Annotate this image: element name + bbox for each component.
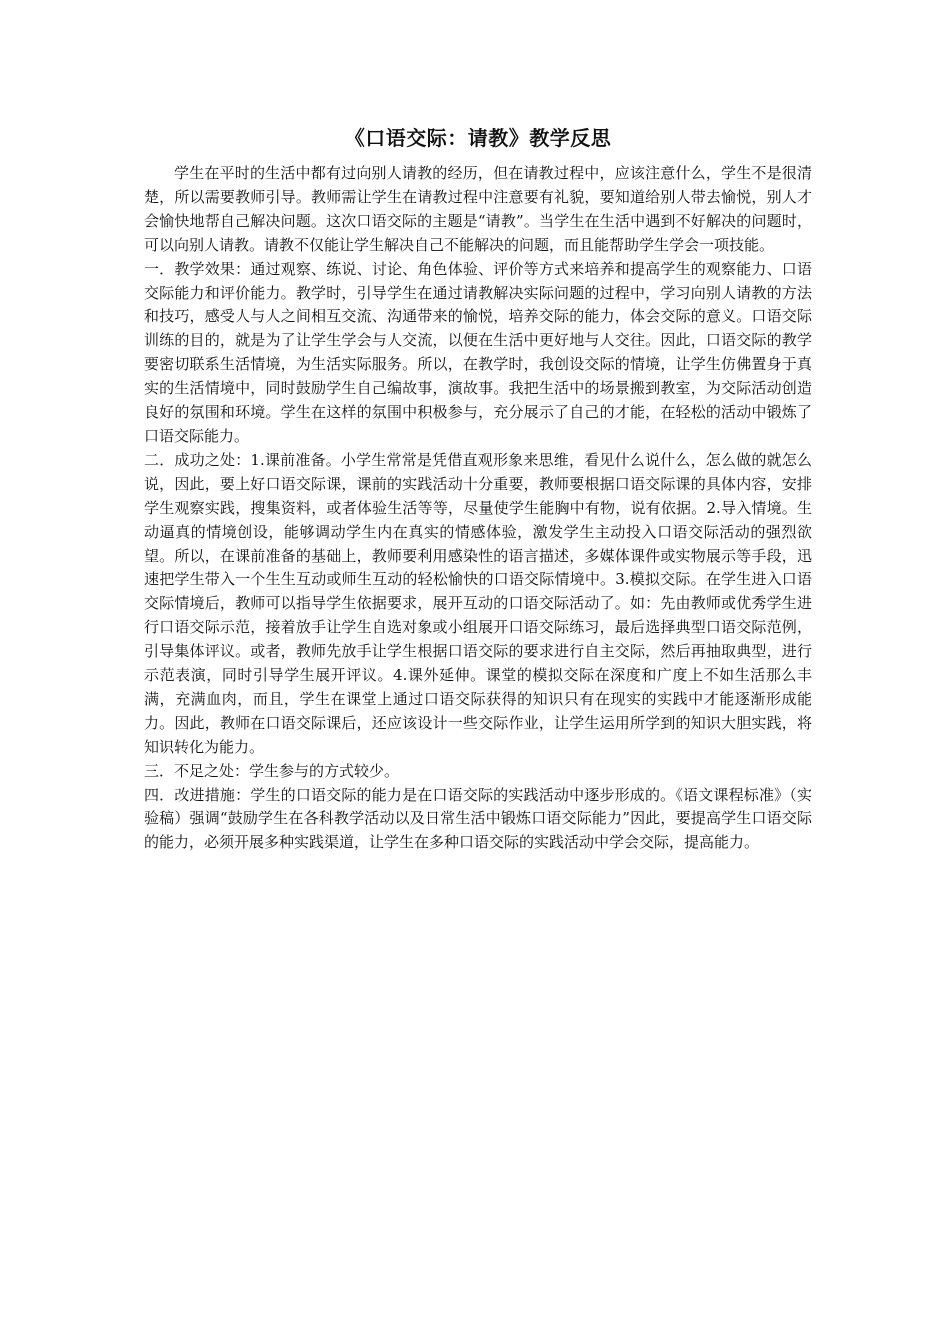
- document-title: 《口语交际：请教》教学反思: [344, 126, 612, 150]
- section-teaching-effect: 一．教学效果：通过观察、练说、讨论、角色体验、评价等方式来培养和提高学生的观察能力、口语交际能力和评价能力。教学时，引导学生在通过请教解决实际问题的过程中，学习向别人请教的方法和技巧，感受人与人之间相互交流、沟通带来的愉悦，培养交际的能力，体会交际的意义。口语交际训练的目的，就是为了让学生学会与人交流，以便在生活中更好地与人交往。因此，口语交际的教学要密切联系生活情境，为生活实际服务。所以，在教学时，我创设交际的情境，让学生仿佛置身于真实的生活情境中，同时鼓励学生自己编故事，演故事。我把生活中的场景搬到教室，为交际活动创造良好的氛围和环境。学生在这样的氛围中积极参与，充分展示了自己的才能，在轻松的活动中锻炼了口语交际能力。: [144, 259, 812, 445]
- document-page: [144, 122, 812, 855]
- section-improvements: 四．改进措施：学生的口语交际的能力是在口语交际的实践活动中逐步形成的。《语文课程标准》（实验稿）强调“鼓励学生在各科教学活动以及日常生活中锻炼口语交际能力”因此，要提高学生口语交际的能力，必须开展多种实践渠道，让学生在多种口语交际的实践活动中学会交际，提高能力。: [144, 785, 812, 852]
- section-successes: 二．成功之处：1.课前准备。小学生常常是凭借直观形象来思维，看见什么说什么，怎么做的就怎么说，因此，要上好口语交际课，课前的实践活动十分重要，教师要根据口语交际课的具体内容，安排学生观察实践，搜集资料，或者体验生活等等，尽量使学生能胸中有物，说有依据。2.导入情境。生动逼真的情境创设，能够调动学生内在真实的情感体验，激发学生主动投入口语交际活动的强烈欲望。所以，在课前准备的基础上，教师要利用感染性的语言描述，多媒体课件或实物展示等手段，迅速把学生带入一个生生互动或师生互动的轻松愉快的口语交际情境中。3.模拟交际。在学生进入口语交际情境后，教师可以指导学生依据要求，展开互动的口语交际活动了。如：先由教师或优秀学生进行口语交际示范，接着放手让学生自选对象或小组展开口语交际练习，最后选择典型口语交际范例，引导集体评议。或者，教师先放手让学生根据口语交际的要求进行自主交际，然后再抽取典型，进行示范表演，同时引导学生展开评议。4.课外延伸。课堂的模拟交际在深度和广度上不如生活那么丰满，充满血肉，而且，学生在课堂上通过口语交际获得的知识只有在现实的实践中才能逐渐形成能力。因此，教师在口语交际课后，还应该设计一些交际作业，让学生运用所学到的知识大胆实践，将知识转化为能力。: [144, 450, 812, 756]
- section-shortcomings: 三．不足之处：学生参与的方式较少。: [144, 761, 400, 780]
- intro-paragraph: 学生在平时的生活中都有过向别人请教的经历，但在请教过程中，应该注意什么，学生不是很清楚，所以需要教师引导。教师需让学生在请教过程中注意要有礼貌，要知道给别人带去愉悦，别人才会愉快地帮自己解决问题。这次口语交际的主题是“请教”。当学生在生活中遇到不好解决的问题时，可以向别人请教。请教不仅能让学生解决自己不能解决的问题，而且能帮助学生学会一项技能。: [144, 164, 812, 254]
